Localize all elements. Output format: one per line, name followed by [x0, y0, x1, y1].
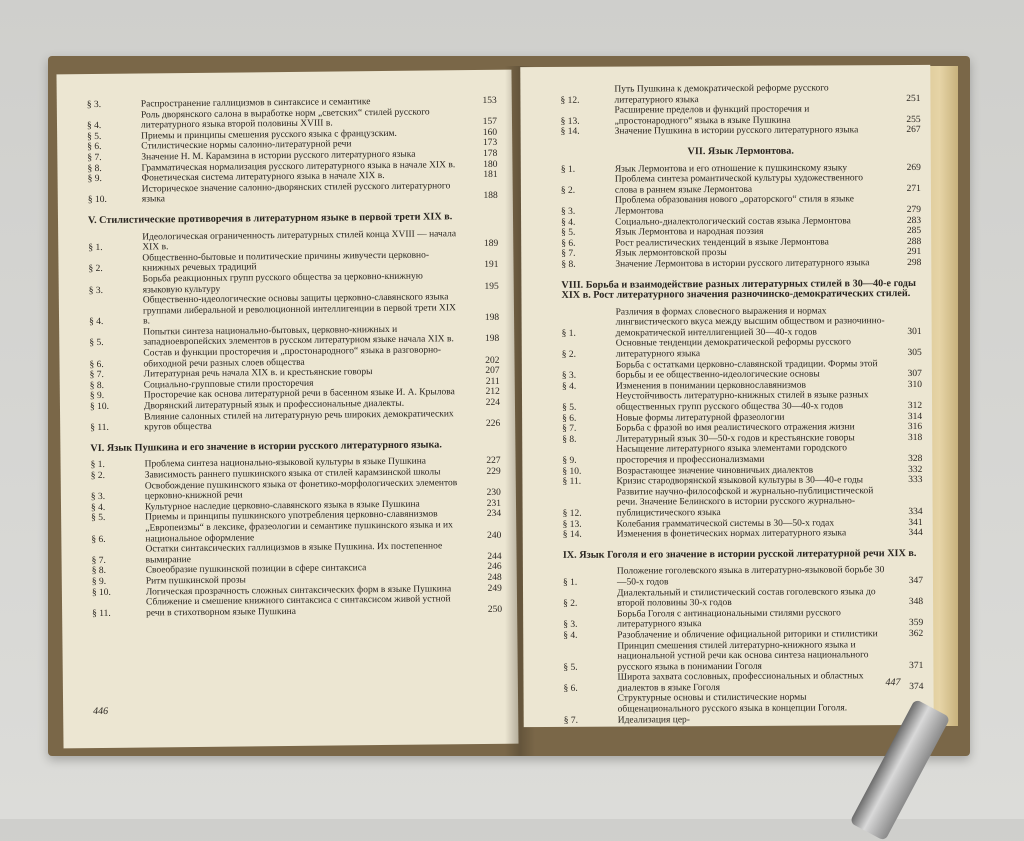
- page-number: 188: [468, 191, 498, 202]
- section-title: Своеобразие пушкинской позиции в сфере синтаксиса: [146, 562, 472, 576]
- page-number: 359: [893, 618, 923, 629]
- section-title: Приемы и принципы смешения русского языка с французским.: [141, 128, 467, 142]
- left-page: [56, 70, 518, 749]
- section-title: Колебания грамматической системы в 30—50-х годах: [617, 518, 893, 530]
- chapter-heading: VII. Язык Лермонтова.: [561, 146, 921, 158]
- section-number: § 5.: [89, 338, 143, 349]
- section-number: § 7.: [564, 715, 618, 726]
- section-number: § 11.: [90, 423, 144, 434]
- section-number: § 10.: [88, 195, 142, 206]
- section-title: Логическая прозрачность сложных синтаксических форм в языке Пушкина: [146, 584, 472, 598]
- section-title: Диалектальный и стилистический состав гоголевского языка до второй половины 30-х годов: [617, 587, 893, 610]
- section-title: Язык Лермонтова и народная поэзия: [615, 226, 891, 238]
- section-title: Распространение галлицизмов в синтаксисе и семантике: [141, 96, 467, 110]
- page-number: 307: [892, 369, 922, 380]
- section-number: § 4.: [561, 217, 615, 228]
- page-number: 341: [893, 518, 923, 529]
- section-title: Влияние салонных стилей на литературную речь широких демократических кругов общества: [144, 409, 470, 434]
- section-title: Литературная речь начала XIX в. и крестьянские говоры: [144, 366, 470, 380]
- chapter-heading: VIII. Борьба и взаимодействие разных литературных стилей в 30—40-е годы XIX в. Рост литературного значения разночинско-демократических стилей.: [561, 278, 921, 301]
- page-number: 371: [893, 661, 923, 672]
- section-title: Широта захвата сословных, профессиональных и областных диалектов в языке Гоголя: [617, 671, 893, 694]
- page-number: 189: [468, 239, 498, 250]
- section-number: § 6.: [561, 238, 615, 249]
- section-title: Социально-диалектологический состав языка Лермонтова: [615, 216, 891, 228]
- section-number: § 1.: [563, 578, 617, 589]
- section-title: Социально-групповые стили просторечия: [144, 377, 470, 391]
- section-title: Рост реалистических тенденций в языке Лермонтова: [615, 237, 891, 249]
- toc-entry: [563, 565, 923, 588]
- toc-entry: [563, 639, 923, 673]
- page-number: 283: [891, 216, 921, 227]
- page-number: 314: [892, 412, 922, 423]
- page-number: 212: [470, 387, 500, 398]
- section-number: § 1.: [561, 164, 615, 175]
- section-title: Язык Лермонтова и его отношение к пушкинскому языку: [615, 163, 891, 175]
- section-title: Освобождение пушкинского языка от фонетико-морфологических элементов церковно-книжной речи: [145, 478, 471, 503]
- page-number: 334: [893, 507, 923, 518]
- section-title: Путь Пушкина к демократической реформе русского литературного языка: [614, 83, 890, 106]
- toc-entry: [561, 194, 921, 217]
- section-title: Значение Пушкина в истории русского литературного языка: [615, 126, 891, 138]
- section-title: Зависимость раннего пушкинского языка от стилей карамзинской школы: [145, 467, 471, 481]
- section-title: Культурное наследие церковно-славянского языка в языке Пушкина: [145, 499, 471, 513]
- section-number: § 3.: [563, 620, 617, 631]
- section-number: § 11.: [92, 608, 146, 619]
- section-number: § 2.: [88, 264, 142, 275]
- section-number: § 8.: [92, 566, 146, 577]
- section-number: § 4.: [563, 630, 617, 641]
- page-number: 244: [472, 552, 502, 563]
- page-number: 231: [471, 499, 501, 510]
- section-title: Расширение пределов и функций просторечия и „простонародного“ языка в языке Пушкина: [614, 104, 890, 127]
- page-number: 328: [892, 454, 922, 465]
- page-number: 202: [469, 355, 499, 366]
- page-number: 318: [892, 433, 922, 444]
- toc-entry: [564, 692, 924, 726]
- section-title: Значение Н. М. Карамзина в истории русского литературного языка: [141, 149, 467, 163]
- section-title: Борьба с фразой во имя реалистического отражения жизни: [616, 422, 892, 434]
- section-number: § 8.: [561, 259, 615, 270]
- section-title: Общественно-бытовые и политические причины живучести церковно-книжных речевых традиций: [142, 250, 468, 275]
- section-title: Значение Лермонтова в истории русского литературного языка: [615, 258, 891, 270]
- section-title: Состав и функции просторечия и „простонародного“ языка в разговорно-обиходной речи разных слоев общества: [143, 345, 469, 370]
- page-number: 211: [470, 377, 500, 388]
- section-title: Стилистические нормы салонно-литературной речи: [141, 138, 467, 152]
- toc-entry: [92, 594, 502, 619]
- page-number: 195: [469, 281, 499, 292]
- toc-entry: [562, 359, 922, 382]
- section-number: § 9.: [90, 391, 144, 402]
- page-number: 301: [892, 327, 922, 338]
- page-number: 374: [893, 682, 923, 693]
- section-number: § 4.: [562, 381, 616, 392]
- page-number: 255: [891, 115, 921, 126]
- section-number: § 14.: [561, 127, 615, 138]
- section-number: § 6.: [87, 142, 141, 153]
- section-title: Остатки синтаксических галлицизмов в языке Пушкина. Их постепенное вымирание: [145, 541, 471, 566]
- toc-entry: [562, 486, 922, 520]
- section-title: Изменения в понимании церковнославянизмов: [616, 380, 892, 392]
- section-number: § 9.: [92, 576, 146, 587]
- section-number: § 6.: [89, 359, 143, 370]
- page-number: 316: [892, 422, 922, 433]
- page-number: 310: [892, 380, 922, 391]
- toc-entry: [561, 125, 921, 137]
- toc-entry: [562, 443, 922, 466]
- section-title: Насыщение литературного языка элементами городского просторечия и профессионализмами: [616, 444, 892, 467]
- section-title: Проблема синтеза романтической культуры художественного слова в раннем языке Лермонтова: [615, 173, 891, 196]
- page-number: 312: [892, 401, 922, 412]
- section-number: § 6.: [564, 683, 618, 694]
- toc-entry: [563, 608, 923, 631]
- section-title: Попытки синтеза национально-бытовых, церковно-книжных и западноевропейских элементов в русском литературном языке начала XIX в.: [143, 324, 469, 349]
- section-title: „Европеизмы“ в лексике, фразеологии и семантике пушкинского языка и их национальное оформление: [145, 520, 471, 545]
- section-title: Кризис стародворянской языковой культуры в 30—40-е годы: [616, 475, 892, 487]
- toc-entry: [562, 390, 922, 413]
- section-number: § 10.: [562, 466, 616, 477]
- section-title: Борьба реакционных групп русского общества за церковно-книжную языковую культуру: [143, 271, 469, 296]
- section-number: § 3.: [562, 371, 616, 382]
- section-title: Приемы и принципы пушкинского употребления церковно-славянизмов: [145, 509, 471, 523]
- toc-entry: [89, 292, 499, 328]
- page-number: 230: [471, 488, 501, 499]
- section-title: Борьба с остатками церковно-славянской традиции. Формы этой борьбы и ее общественно-идеологические основы: [616, 359, 892, 382]
- section-number: § 3.: [561, 207, 615, 218]
- page-number: 271: [891, 184, 921, 195]
- toc-entry: [561, 258, 921, 270]
- page-number: 305: [892, 348, 922, 359]
- section-title: Идеологическая ограниченность литературных стилей конца XVIII — начала XIX в.: [142, 229, 468, 254]
- page-number: 362: [893, 629, 923, 640]
- chapter-heading: IX. Язык Гоголя и его значение в истории русской литературной речи XIX в.: [563, 549, 923, 561]
- page-number: 178: [467, 149, 497, 160]
- section-number: § 8.: [90, 380, 144, 391]
- section-title: Язык лермонтовской прозы: [615, 247, 891, 259]
- toc-entry: [563, 671, 923, 694]
- section-title: Принцип смешения стилей литературно-книжного языка и национальной устной речи как основа синтеза национального русского языка в понимании Гоголя: [617, 640, 893, 673]
- section-number: § 2.: [563, 599, 617, 610]
- page-number: 347: [893, 576, 923, 587]
- section-title: Просторечие как основа литературной речи в басенном языке И. А. Крылова: [144, 388, 470, 402]
- section-number: § 1.: [562, 328, 616, 339]
- section-number: § 5.: [561, 228, 615, 239]
- page-number: 240: [471, 530, 501, 541]
- section-title: Дворянский литературный язык и профессиональные диалекты.: [144, 398, 470, 412]
- toc-entry: [88, 181, 498, 206]
- page-number: 229: [471, 467, 501, 478]
- section-number: § 13.: [563, 519, 617, 530]
- toc-entry: [560, 104, 920, 127]
- section-title: Борьба Гоголя с антинациональными стилями русского литературного языка: [617, 608, 893, 631]
- page-number: 267: [891, 125, 921, 136]
- page-number: 332: [892, 465, 922, 476]
- section-title: Основные тенденции демократической реформы русского литературного языка: [616, 338, 892, 361]
- toc-entry: [563, 528, 923, 540]
- page-number: 251: [890, 94, 920, 105]
- section-title: Общественно-идеологические основы защиты церковно-славянского языка группами либеральной и революционной интеллигенции в первой трети XIX в.: [143, 292, 469, 327]
- section-number: § 7.: [90, 370, 144, 381]
- section-number: § 10.: [92, 587, 146, 598]
- section-number: § 5.: [87, 131, 141, 142]
- section-number: § 4.: [91, 502, 145, 513]
- page-number: 157: [467, 117, 497, 128]
- right-folio: 447: [885, 677, 900, 688]
- section-number: § 9.: [562, 456, 616, 467]
- page-number: 333: [892, 475, 922, 486]
- section-number: § 4.: [87, 121, 141, 132]
- page-number: 348: [893, 597, 923, 608]
- page-number: 269: [891, 163, 921, 174]
- right-page: [520, 65, 933, 727]
- left-folio: 446: [93, 706, 108, 717]
- section-title: Ритм пушкинской прозы: [146, 573, 472, 587]
- page-number: 198: [469, 313, 499, 324]
- toc-entry: [562, 337, 922, 360]
- page-number: 288: [891, 237, 921, 248]
- page-number: 226: [470, 419, 500, 430]
- section-number: § 12.: [560, 95, 614, 106]
- section-number: § 8.: [87, 163, 141, 174]
- section-title: Новые формы литературной фразеологии: [616, 412, 892, 424]
- section-number: § 6.: [91, 534, 145, 545]
- page-number: 191: [468, 260, 498, 271]
- section-title: Проблема синтеза национально-языковой культуры в языке Пушкина: [145, 456, 471, 470]
- section-title: Роль дворянского салона в выработке норм „светских“ стилей русского литературного языка второй половины XVIII в.: [141, 107, 467, 132]
- page-number: 250: [472, 604, 502, 615]
- section-number: § 4.: [89, 317, 143, 328]
- page-number: 298: [891, 258, 921, 269]
- toc-entry: [90, 408, 500, 433]
- left-toc: [87, 96, 502, 620]
- section-number: § 14.: [563, 530, 617, 541]
- section-number: § 13.: [561, 116, 615, 127]
- section-number: § 2.: [562, 350, 616, 361]
- page-number: 198: [469, 334, 499, 345]
- page-number: 207: [470, 366, 500, 377]
- section-number: § 3.: [87, 100, 141, 111]
- section-number: § 7.: [561, 249, 615, 260]
- section-title: Историческое значение салонно-дворянских стилей русского литературного языка: [142, 181, 468, 206]
- page-number: 344: [893, 528, 923, 539]
- section-number: § 3.: [91, 492, 145, 503]
- right-toc: [560, 83, 923, 726]
- toc-entry: [562, 306, 922, 340]
- section-number: § 2.: [91, 470, 145, 481]
- page-number: 285: [891, 226, 921, 237]
- toc-entry: [563, 587, 923, 610]
- page-number: 173: [467, 138, 497, 149]
- page-number: 248: [472, 573, 502, 584]
- section-number: § 7.: [562, 424, 616, 435]
- section-title: Развитие научно-философской и журнально-публицистической речи. Значение Белинского в истории русского журнально-публицистического языка: [616, 486, 892, 519]
- section-title: Фонетическая система литературного языка в начале XIX в.: [142, 170, 468, 184]
- page-number: 246: [472, 562, 502, 573]
- section-title: Проблема образования нового „ораторского“ стиля в языке Лермонтова: [615, 194, 891, 217]
- section-number: § 7.: [92, 555, 146, 566]
- section-number: § 1.: [88, 243, 142, 254]
- section-title: Различия в формах словесного выражения и нормах лингвистического вкуса между высшим обществом и разночинно-демократической интеллигенцией 30—40-х годов: [616, 306, 892, 339]
- page-number: 227: [471, 456, 501, 467]
- section-title: Возрастающее значение чиновничьих диалектов: [616, 465, 892, 477]
- section-title: Положение гоголевского языка в литературно-языковой борьбе 30—50-х годов: [617, 565, 893, 588]
- section-title: Неустойчивость литературно-книжных стилей в языке разных общественных групп русского общества 30—40-х годов: [616, 391, 892, 414]
- section-number: § 12.: [563, 509, 617, 520]
- section-number: § 11.: [562, 477, 616, 488]
- section-title: Структурные основы и стилистические нормы общенационального русского языка в концепции Гоголя. Идеализация цер-: [618, 693, 894, 726]
- section-title: Литературный язык 30—50-х годов и крестьянские говоры: [616, 433, 892, 445]
- toc-entry: [560, 83, 920, 106]
- section-number: § 8.: [562, 434, 616, 445]
- page-number: 249: [472, 583, 502, 594]
- section-number: § 1.: [91, 460, 145, 471]
- page-number: 224: [470, 398, 500, 409]
- page-number: 160: [467, 128, 497, 139]
- section-number: § 5.: [91, 513, 145, 524]
- toc-entry: [561, 173, 921, 196]
- section-number: § 2.: [561, 185, 615, 196]
- section-title: Грамматическая нормализация русского литературного языка в начале XIX в.: [141, 160, 467, 174]
- page-number: 234: [471, 509, 501, 520]
- section-number: § 3.: [89, 285, 143, 296]
- page-number: 181: [468, 170, 498, 181]
- section-number: § 5.: [562, 403, 616, 414]
- page-number: 180: [467, 159, 497, 170]
- page-number: 279: [891, 205, 921, 216]
- chapter-heading: VI. Язык Пушкина и его значение в истории русского литературного языка.: [90, 440, 500, 455]
- section-title: Разоблачение и обличение официальной риторики и стилистики: [617, 629, 893, 641]
- section-number: § 5.: [563, 662, 617, 673]
- page-number: 153: [467, 96, 497, 107]
- section-number: § 9.: [88, 174, 142, 185]
- chapter-heading: V. Стилистические противоречия в литературном языке в первой трети XIX в.: [88, 212, 498, 227]
- section-number: § 6.: [562, 413, 616, 424]
- section-number: § 7.: [87, 152, 141, 163]
- section-title: Изменения в фонетических нормах литературного языка: [617, 528, 893, 540]
- section-title: Сближение и смешение книжного синтаксиса с синтаксисом живой устной речи в стихотворном языке Пушкина: [146, 594, 472, 619]
- section-number: § 10.: [90, 402, 144, 413]
- page-number: 291: [891, 247, 921, 258]
